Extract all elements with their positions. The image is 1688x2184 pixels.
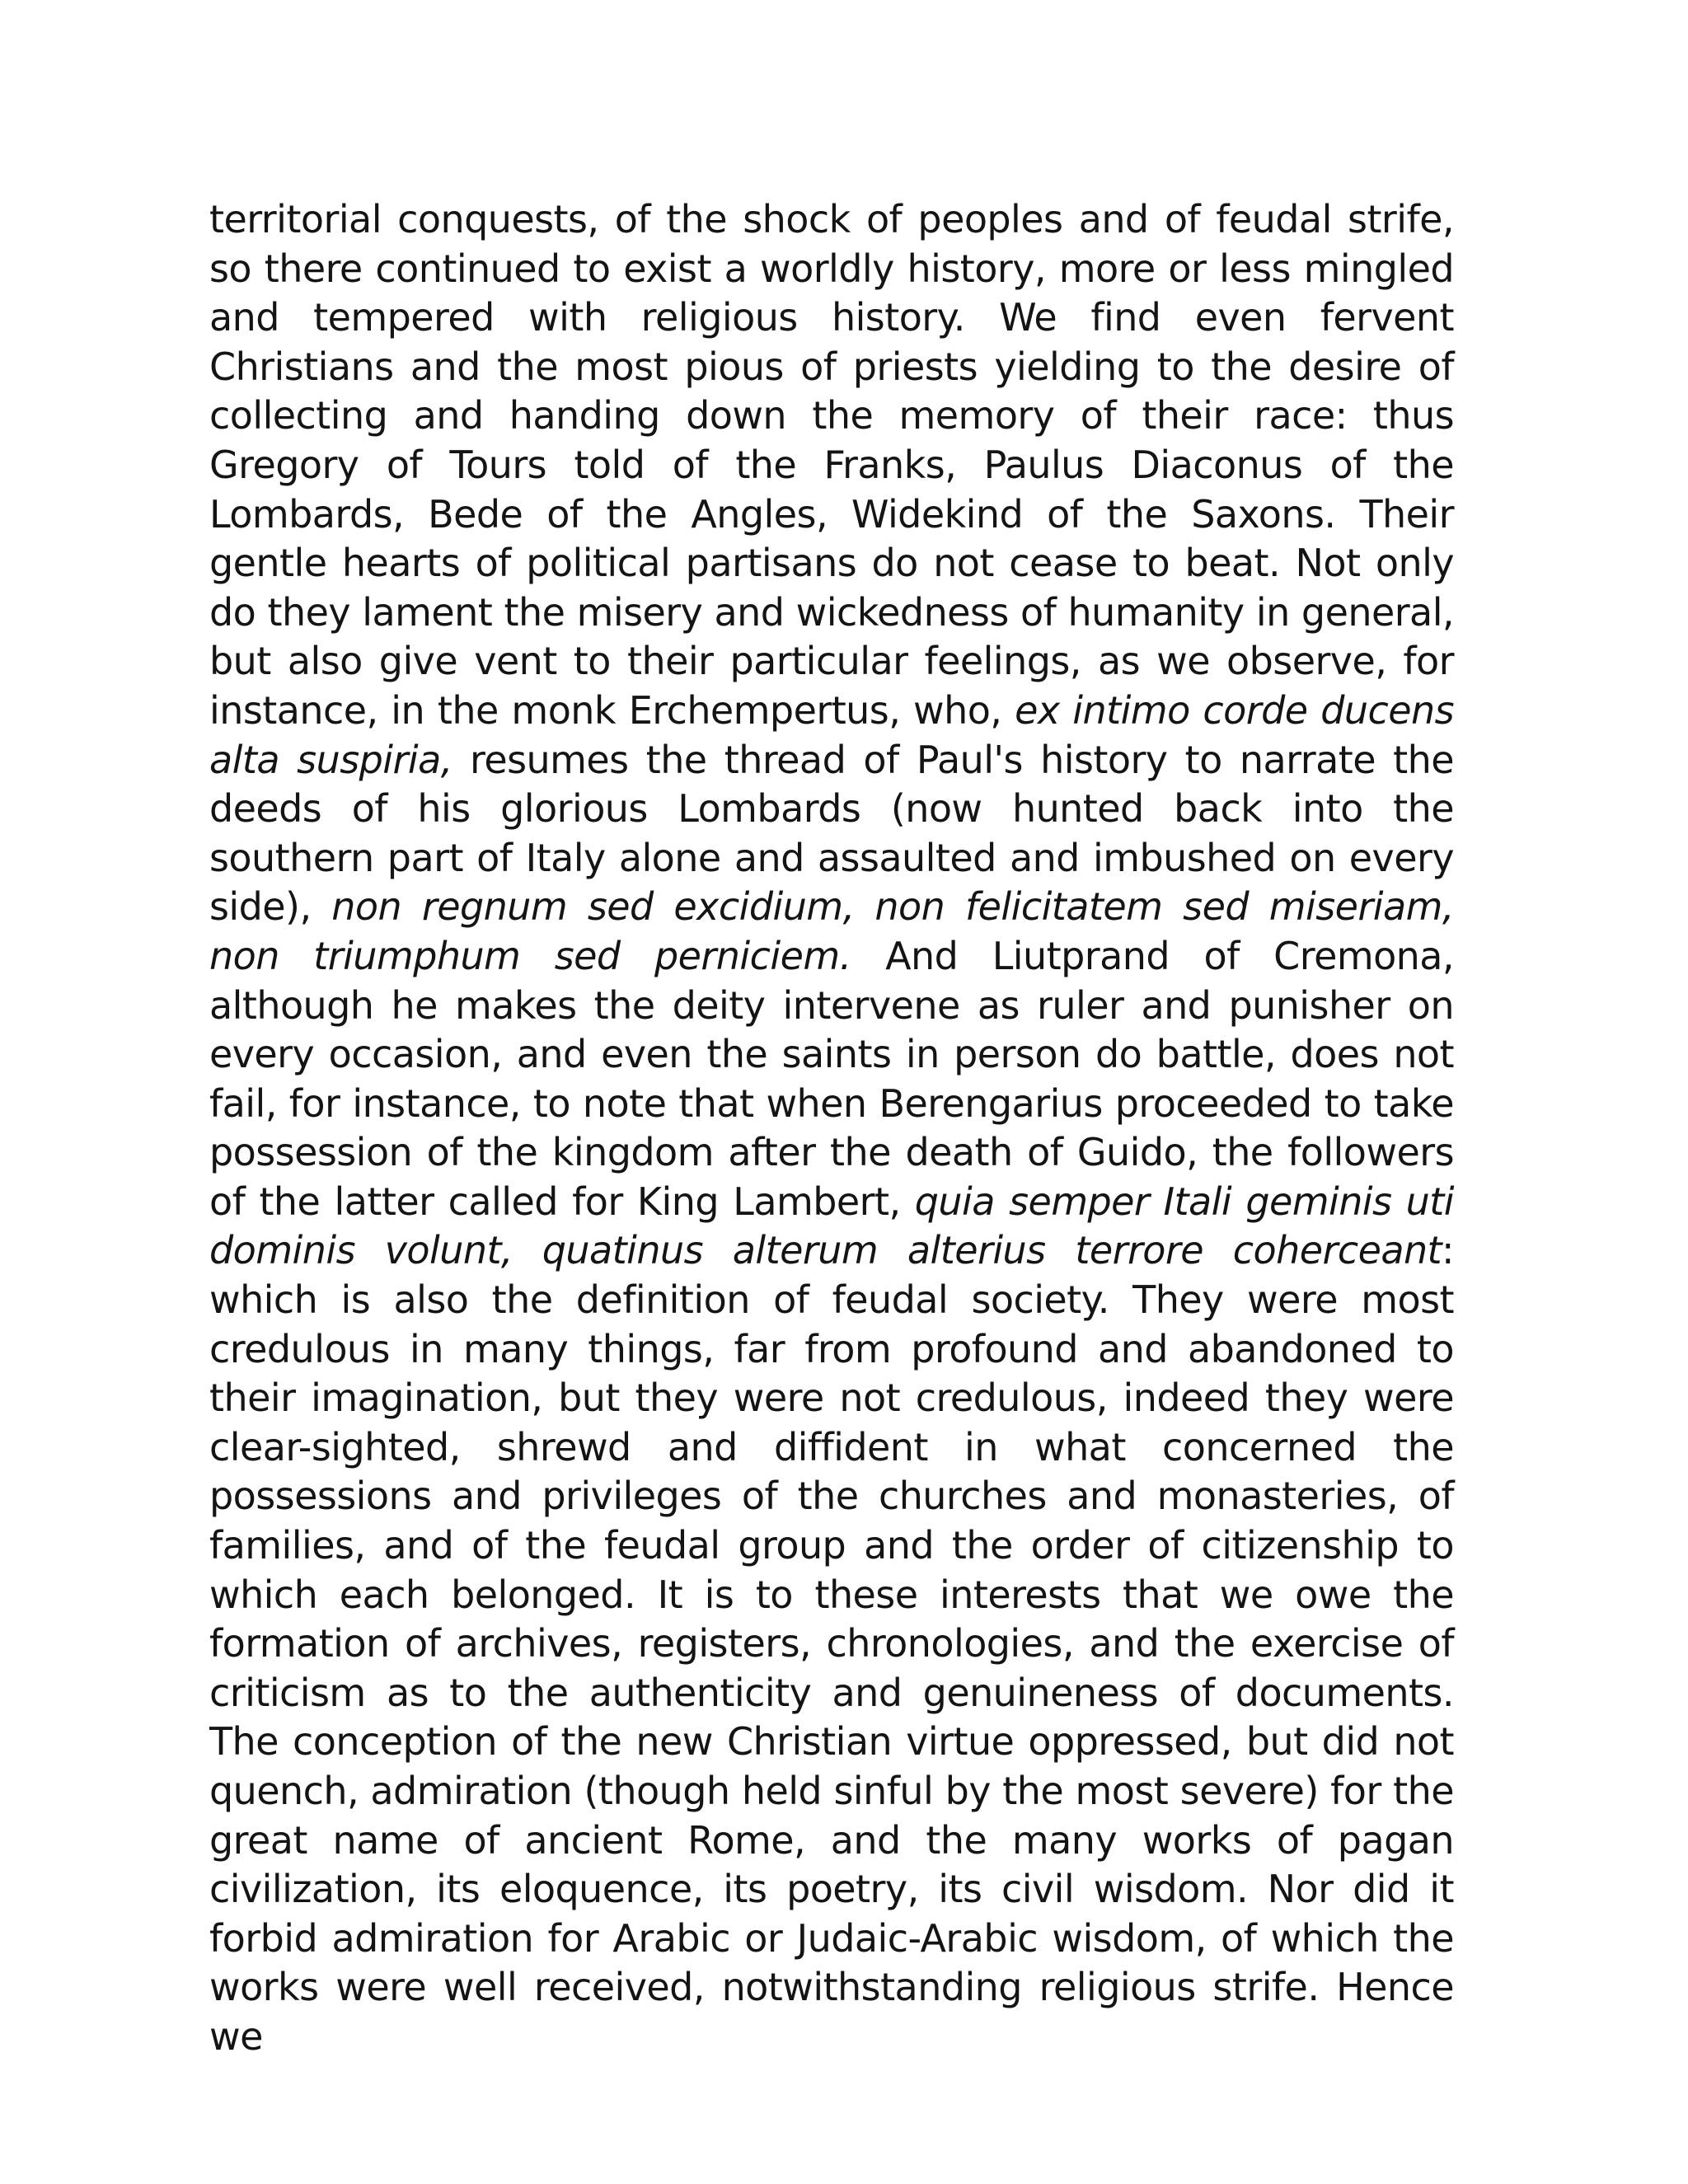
latin-quotation: ex intimo corde ducens alta suspiria, [209,687,1454,782]
paragraph-text-run: And Liutprand of Cremona, although he makes the deity intervene as ruler and punisher on every occasion, and even the saints in person do battle, does not fail, for instance, to note that when Berengarius proceeded to take possession of the kingdom after the death of Guido, the followers of the latter called for King Lambert, [209,933,1455,1224]
paragraph-text-run: territorial conquests, of the shock of peoples and of feudal strife, so there continued to exist a worldly history, more or less mingled and tempered with religious history. We find even fervent Christians and the most pious of priests yielding to the desire of collecting and handing down the memory of their race: thus Gregory of Tours told of the Franks, Paulus Diaconus of the Lombards, Bede of the Angles, Widekind of the Saxons. Their gentle hearts of political partisans do not cease to beat. Not only do they lament the misery and wickedness of humanity in general, but also give vent to their particular feelings, as we observe, for instance, in the monk Erchempertus, who, [209,197,1454,733]
paragraph-text-run: resumes the thread of Paul's history to narrate the deeds of his glorious Lombards (now hunted back into the southern part of Italy alone and assaulted and imbushed on every side), [209,737,1454,930]
latin-quotation: non regnum sed excidium, non felicitatem sed miseriam, non triumphum sed perniciem. [209,884,1454,978]
paragraph-text-run: : which is also the definition of feudal society. They were most credulous in many things, far from profound and abandoned to their imagination, but they were not credulous, indeed they were clear-sighted, shrewd and diffident in what concerned the possessions and privileges of the churches and monasteries, of families, and of the feudal group and the order of citizenship to which each belonged. It is to these interests that we owe the formation of archives, registers, chronologies, and the exercise of criticism as to the authenticity and genuineness of documents. The conception of the new Christian virtue oppressed, but did not quench, admiration (though held sinful by the most severe) for the great name of ancient Rome, and the many works of pagan civilization, its eloquence, its poetry, its civil wisdom. Nor did it forbid admiration for Arabic or Judaic-Arabic wisdom, of which the works were well received, notwithstanding religious strife. Hence we [209,1228,1454,2059]
body-paragraph [209,195,1454,2062]
document-page [209,195,1454,2074]
latin-quotation: quia semper Itali geminis uti dominis volunt, quatinus alterum alterius terrore coherceant [209,1179,1454,1273]
